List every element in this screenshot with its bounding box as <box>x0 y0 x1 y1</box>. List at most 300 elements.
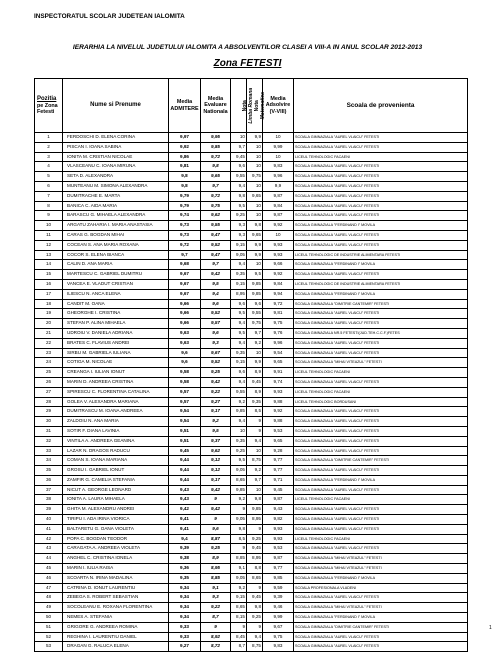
cell-media-admitere: 9,72 <box>169 240 201 250</box>
cell-media-evaluare: 8,9 <box>201 554 231 564</box>
cell-nota-matematica: 8,5 <box>247 407 263 417</box>
cell-nota-romana: 9 <box>231 505 247 515</box>
cell-nota-romana: 8,7 <box>231 642 247 652</box>
cell-media-absolvire: 9,93 <box>263 240 294 250</box>
cell-media-absolvire: 9,93 <box>263 250 294 260</box>
cell-media-evaluare: 9,25 <box>201 544 231 554</box>
cell-name: MARIN I. IULIA RAISA <box>63 564 169 574</box>
cell-position: 47 <box>35 583 63 593</box>
table-row <box>35 564 468 574</box>
cell-name: COTIGA M. NICOLAE <box>63 358 169 368</box>
cell-name: COMAN S. IOANA MARIANA <box>63 456 169 466</box>
table-row <box>35 534 468 544</box>
cell-media-admitere: 9,74 <box>169 211 201 221</box>
cell-media-admitere: 9,97 <box>169 133 201 143</box>
cell-media-admitere: 9,66 <box>169 299 201 309</box>
cell-nota-romana: 9,8 <box>231 191 247 201</box>
cell-nota-romana: 9,4 <box>231 338 247 348</box>
table-row <box>35 583 468 593</box>
cell-position: 10 <box>35 221 63 231</box>
cell-media-absolvire: 9,84 <box>263 279 294 289</box>
cell-school: SCOALA GIMNAZIALA "AUREL VLAICU" FETESTI <box>294 466 468 476</box>
cell-name: DUMITRASCU M. IOANA ANDREEA <box>63 407 169 417</box>
cell-nota-romana: 9,6 <box>231 162 247 172</box>
table-row <box>35 485 468 495</box>
cell-school: LICEUL TEHNOLOGIC BORDUSANI <box>294 397 468 407</box>
cell-name: DUMITRACHE E. MARTA <box>63 191 169 201</box>
cell-name: ANGHEL C. CRISTINA IONELA <box>63 554 169 564</box>
cell-name: GHITA M. ALEXANDRU ANDREI <box>63 505 169 515</box>
table-row <box>35 162 468 172</box>
table-row <box>35 221 468 231</box>
cell-school: SCOALA PROFESIONALA VLADENI <box>294 583 468 593</box>
cell-name: COCOR S. ELENA BIANCA <box>63 250 169 260</box>
cell-school: SCOALA GIMNAZIALA "AUREL VLAICU" FETESTI <box>294 181 468 191</box>
cell-media-evaluare: 9,85 <box>201 142 231 152</box>
cell-media-evaluare: 9,67 <box>201 348 231 358</box>
table-row <box>35 368 468 378</box>
col-header-school: Scoala de provenienta <box>294 79 468 133</box>
cell-nota-matematica: 9,85 <box>247 279 263 289</box>
cell-media-admitere: 9,42 <box>169 505 201 515</box>
cell-media-admitere: 9,39 <box>169 544 201 554</box>
cell-media-admitere: 9,41 <box>169 515 201 525</box>
cell-media-absolvire: 9,71 <box>263 475 294 485</box>
table-row <box>35 201 468 211</box>
cell-school: SCOALA GIMNAZIALA "AUREL VLAICU" FETESTI <box>294 632 468 642</box>
cell-media-admitere: 9,63 <box>169 338 201 348</box>
cell-media-admitere: 9,57 <box>169 397 201 407</box>
cell-media-absolvire: 9,92 <box>263 407 294 417</box>
cell-media-admitere: 9,86 <box>169 152 201 162</box>
cell-media-evaluare: 9,12 <box>201 466 231 476</box>
cell-position: 14 <box>35 260 63 270</box>
cell-media-absolvire: 9,66 <box>263 260 294 270</box>
cell-media-absolvire: 9,93 <box>263 524 294 534</box>
cell-media-admitere: 9,34 <box>169 583 201 593</box>
cell-nota-romana: 9,05 <box>231 466 247 476</box>
cell-media-absolvire: 9,75 <box>263 632 294 642</box>
cell-name: CATRINA D. IONUT LAURENTIU <box>63 583 169 593</box>
cell-nota-matematica: 9,9 <box>247 240 263 250</box>
cell-nota-matematica: 9,5 <box>247 270 263 280</box>
cell-nota-romana: 10 <box>231 133 247 143</box>
cell-nota-matematica: 9,8 <box>247 495 263 505</box>
cell-nota-romana: 9,25 <box>231 211 247 221</box>
table-row <box>35 142 468 152</box>
cell-name: NEMES A. STEFANIA <box>63 613 169 623</box>
table-row <box>35 426 468 436</box>
cell-media-absolvire: 9,83 <box>263 642 294 652</box>
cell-media-admitere: 9,6 <box>169 348 201 358</box>
table-row <box>35 495 468 505</box>
cell-nota-romana: 8,45 <box>231 632 247 642</box>
table-row <box>35 250 468 260</box>
cell-name: ARGATU ZAHARIA I. MARIA ANASTASIA <box>63 221 169 231</box>
cell-media-absolvire: 9,87 <box>263 191 294 201</box>
cell-media-absolvire: 9,96 <box>263 338 294 348</box>
cell-media-admitere: 9,34 <box>169 613 201 623</box>
cell-position: 49 <box>35 603 63 613</box>
cell-name: COCEAN S. ANA MARIA ROXANA <box>63 240 169 250</box>
table-row <box>35 642 468 652</box>
cell-media-admitere: 9,6 <box>169 358 201 368</box>
cell-school: SCOALA GIMNAZIALA "AUREL VLAICU" FETESTI <box>294 338 468 348</box>
cell-media-absolvire: 9,54 <box>263 348 294 358</box>
cell-position: 12 <box>35 240 63 250</box>
cell-nota-romana: 9,2 <box>231 397 247 407</box>
table-row <box>35 358 468 368</box>
cell-media-admitere: 9,92 <box>169 142 201 152</box>
cell-position: 26 <box>35 377 63 387</box>
cell-media-evaluare: 9 <box>201 622 231 632</box>
cell-media-absolvire: 10 <box>263 230 294 240</box>
cell-nota-romana: 9,4 <box>231 417 247 427</box>
cell-media-admitere: 9,35 <box>169 573 201 583</box>
table-row <box>35 554 468 564</box>
cell-school: SCOALA GIMNAZIALA "AUREL VLAICU" FETESTI <box>294 309 468 319</box>
cell-media-evaluare: 9,22 <box>201 387 231 397</box>
cell-media-absolvire: 9,28 <box>263 446 294 456</box>
cell-position: 36 <box>35 475 63 485</box>
cell-media-evaluare: 8,95 <box>201 564 231 574</box>
cell-media-evaluare: 9,27 <box>201 397 231 407</box>
cell-name: FERDOSCHI D. ELENA CORINA <box>63 133 169 143</box>
cell-media-admitere: 9,4 <box>169 534 201 544</box>
cell-school: LICEUL TEHNOLOGIC FACAENI <box>294 368 468 378</box>
cell-position: 2 <box>35 142 63 152</box>
cell-nota-romana: 9,6 <box>231 368 247 378</box>
cell-media-evaluare: 9,4 <box>201 289 231 299</box>
cell-nota-matematica: 8,8 <box>247 564 263 574</box>
cell-nota-matematica: 10 <box>247 152 263 162</box>
cell-name: GROSU I. GABRIEL IONUT <box>63 466 169 476</box>
cell-media-admitere: 9,51 <box>169 436 201 446</box>
cell-nota-matematica: 9,6 <box>247 299 263 309</box>
cell-media-absolvire: 9,53 <box>263 426 294 436</box>
cell-school: SCOALA GIMNAZIALA "FERDINAND I" MOVILA <box>294 613 468 623</box>
cell-media-admitere: 9,57 <box>169 387 201 397</box>
table-row <box>35 348 468 358</box>
cell-media-absolvire: 9,88 <box>263 397 294 407</box>
cell-nota-matematica: 9,75 <box>247 319 263 329</box>
cell-media-absolvire: 9,93 <box>263 387 294 397</box>
cell-nota-matematica: 9,75 <box>247 172 263 182</box>
cell-media-admitere: 9,81 <box>169 162 201 172</box>
cell-nota-matematica: 9,25 <box>247 534 263 544</box>
cell-media-absolvire: 9,87 <box>263 554 294 564</box>
cell-nota-romana: 9,4 <box>231 319 247 329</box>
table-row <box>35 573 468 583</box>
table-row <box>35 632 468 642</box>
cell-school: SCOALA GIMNAZIALA "MIHAI VITEAZUL" FETESTI <box>294 554 468 564</box>
cell-position: 15 <box>35 270 63 280</box>
table-row <box>35 133 468 143</box>
cell-nota-romana: 9,05 <box>231 250 247 260</box>
cell-name: REGHINA I. LAURENTIU DANIEL <box>63 632 169 642</box>
cell-nota-romana: 9,85 <box>231 485 247 495</box>
cell-nota-matematica: 9,55 <box>247 309 263 319</box>
cell-media-evaluare: 9,22 <box>201 603 231 613</box>
cell-nota-matematica: 9 <box>247 417 263 427</box>
cell-media-absolvire: 9,93 <box>263 534 294 544</box>
table-row <box>35 505 468 515</box>
cell-media-absolvire: 9,82 <box>263 515 294 525</box>
cell-media-evaluare: 8,72 <box>201 642 231 652</box>
cell-media-admitere: 9,73 <box>169 230 201 240</box>
cell-media-admitere: 9,44 <box>169 475 201 485</box>
cell-name: BRATES C. FLAVIUS ANDREI <box>63 338 169 348</box>
cell-media-absolvire: 10 <box>263 133 294 143</box>
cell-media-admitere: 9,66 <box>169 319 201 329</box>
cell-media-admitere: 9,33 <box>169 632 201 642</box>
cell-nota-matematica: 8,65 <box>247 573 263 583</box>
cell-media-evaluare: 9,55 <box>201 221 231 231</box>
cell-name: BALTARETU G. OANA VIOLETA <box>63 524 169 534</box>
cell-position: 21 <box>35 328 63 338</box>
cell-media-absolvire: 9,99 <box>263 613 294 623</box>
table-row <box>35 407 468 417</box>
cell-media-evaluare: 9 <box>201 515 231 525</box>
cell-media-evaluare: 9,6 <box>201 328 231 338</box>
cell-media-admitere: 9,51 <box>169 426 201 436</box>
cell-position: 42 <box>35 534 63 544</box>
table-row <box>35 230 468 240</box>
table-row <box>35 181 468 191</box>
cell-media-evaluare: 9 <box>201 495 231 505</box>
cell-school: SCOALA GIMNAZIALA "AUREL VLAICU" FETESTI <box>294 377 468 387</box>
cell-media-absolvire: 9,77 <box>263 564 294 574</box>
table-row <box>35 515 468 525</box>
cell-media-absolvire: 9,87 <box>263 211 294 221</box>
cell-position: 41 <box>35 524 63 534</box>
cell-name: IONITA M. CRISTIAN NICOLAE <box>63 152 169 162</box>
cell-nota-matematica: 9 <box>247 426 263 436</box>
cell-nota-romana: 9,4 <box>231 377 247 387</box>
cell-media-absolvire: 9,91 <box>263 368 294 378</box>
cell-media-evaluare: 8,7 <box>201 613 231 623</box>
cell-position: 34 <box>35 456 63 466</box>
cell-nota-matematica: 10 <box>247 446 263 456</box>
cell-position: 1 <box>35 133 63 143</box>
cell-position: 3 <box>35 152 63 162</box>
cell-name: VLASCEANU C. IOANA MIRUNA <box>63 162 169 172</box>
cell-nota-romana: 9,45 <box>231 152 247 162</box>
cell-nota-matematica: 10 <box>247 485 263 495</box>
cell-media-admitere: 9,7 <box>169 250 201 260</box>
cell-media-admitere: 9,67 <box>169 270 201 280</box>
cell-school: SCOALA GIMNAZIALA "AUREL VLAICU" FETESTI <box>294 348 468 358</box>
cell-media-evaluare: 9,42 <box>201 270 231 280</box>
cell-position: 25 <box>35 368 63 378</box>
table-row <box>35 152 468 162</box>
cell-media-evaluare: 9,42 <box>201 505 231 515</box>
cell-name: TIRIPU I. ADA IRINA VIORICA <box>63 515 169 525</box>
cell-media-evaluare: 9,25 <box>201 368 231 378</box>
cell-name: SETA D. ALEXANDRA <box>63 172 169 182</box>
cell-school: SCOALA GIMNAZIALA "AUREL VLAICU" FETESTI <box>294 407 468 417</box>
cell-name: MARTESCU C. GABRIEL DUMITRU <box>63 270 169 280</box>
cell-media-admitere: 9,34 <box>169 603 201 613</box>
cell-school: SCOALA GIMNAZIALA "AUREL VLAICU" FETESTI <box>294 515 468 525</box>
cell-media-absolvire: 9,67 <box>263 622 294 632</box>
cell-media-absolvire: 9,39 <box>263 593 294 603</box>
cell-position: 13 <box>35 250 63 260</box>
cell-media-absolvire: 10 <box>263 152 294 162</box>
cell-nota-matematica: 10 <box>247 162 263 172</box>
cell-name: GRIGORE G. ANDREEA ROMINA <box>63 622 169 632</box>
cell-position: 45 <box>35 564 63 574</box>
cell-media-evaluare: 9,42 <box>201 485 231 495</box>
cell-school: SCOALA GIMNAZIALA NR.5 FETESTI(JUD.TEH.C.C.F.)FETES <box>294 328 468 338</box>
cell-media-admitere: 9,44 <box>169 466 201 476</box>
cell-media-evaluare: 9,75 <box>201 201 231 211</box>
cell-media-admitere: 9,44 <box>169 456 201 466</box>
cell-position: 33 <box>35 446 63 456</box>
cell-media-absolvire: 9,46 <box>263 603 294 613</box>
cell-media-absolvire: 9,75 <box>263 319 294 329</box>
cell-nota-romana: 9,05 <box>231 515 247 525</box>
cell-media-absolvire: 9,92 <box>263 270 294 280</box>
table-row <box>35 387 468 397</box>
cell-school: SCOALA GIMNAZIALA "AUREL VLAICU" FETESTI <box>294 642 468 652</box>
table-row <box>35 328 468 338</box>
col-header-matematica: Nota Matematica <box>247 79 263 133</box>
cell-nota-matematica: 8,75 <box>247 456 263 466</box>
table-row <box>35 299 468 309</box>
cell-media-absolvire: 9,84 <box>263 201 294 211</box>
cell-school: SCOALA GIMNAZIALA "AUREL VLAICU" FETESTI <box>294 133 468 143</box>
cell-media-evaluare: 9,72 <box>201 191 231 201</box>
cell-media-admitere: 9,63 <box>169 328 201 338</box>
cell-nota-romana: 9,8 <box>231 524 247 534</box>
cell-name: MUNTEANU M. SIMONA ALEXANDRA <box>63 181 169 191</box>
cell-position: 39 <box>35 505 63 515</box>
cell-school: SCOALA GIMNAZIALA "AUREL VLAICU" FETESTI <box>294 270 468 280</box>
table-row <box>35 270 468 280</box>
cell-media-absolvire: 9,59 <box>263 583 294 593</box>
cell-media-admitere: 9,8 <box>169 172 201 182</box>
table-row <box>35 622 468 632</box>
cell-nota-matematica: 8,95 <box>247 554 263 564</box>
cell-nota-matematica: 8,75 <box>247 642 263 652</box>
cell-school: SCOALA GIMNAZIALA "AUREL VLAICU" FETESTI <box>294 446 468 456</box>
table-row <box>35 466 468 476</box>
table-row <box>35 377 468 387</box>
cell-name: SOCOLEANU E. ROXANA FLORENTINA <box>63 603 169 613</box>
cell-media-admitere: 9,54 <box>169 417 201 427</box>
cell-media-evaluare: 9,95 <box>201 133 231 143</box>
cell-school: SCOALA GIMNAZIALA "AUREL VLAICU" FETESTI <box>294 505 468 515</box>
cell-position: 4 <box>35 162 63 172</box>
cell-position: 24 <box>35 358 63 368</box>
cell-school: SCOALA GIMNAZIALA "DIMITRIE CANTEMIR" FETESTI <box>294 456 468 466</box>
cell-media-admitere: 9,34 <box>169 593 201 603</box>
cell-media-evaluare: 9,65 <box>201 172 231 182</box>
cell-name: GOLEA V. ALEXANDRA MARIANA <box>63 397 169 407</box>
cell-nota-romana: 9 <box>231 544 247 554</box>
cell-school: SCOALA GIMNAZIALA "AUREL VLAICU" FETESTI <box>294 172 468 182</box>
table-row <box>35 524 468 534</box>
cell-school: SCOALA GIMNAZIALA "FERDINAND I" MOVILA <box>294 573 468 583</box>
cell-school: LICEUL TEHNOLOGIC FACAENI <box>294 495 468 505</box>
cell-school: SCOALA GIMNAZIALA "AUREL VLAICU" FETESTI <box>294 436 468 446</box>
cell-nota-matematica: 9,8 <box>247 603 263 613</box>
cell-nota-matematica: 9,25 <box>247 613 263 623</box>
cell-nota-matematica: 9,85 <box>247 289 263 299</box>
col-header-name: Nume si Prenume <box>63 79 169 133</box>
cell-name: UDROIU V. DANIELA ADRIANA <box>63 328 169 338</box>
cell-school: SCOALA GIMNAZIALA "MIHAI VITEAZUL" FETESTI <box>294 603 468 613</box>
zone-title: Zona FETESTI <box>213 58 282 69</box>
cell-nota-matematica: 10 <box>247 201 263 211</box>
cell-position: 6 <box>35 181 63 191</box>
table-row <box>35 456 468 466</box>
document-title: IERARHIA LA NIVELUL JUDETULUI IALOMITA A ABSOLVENTILOR CLASEI A VIII-A IN ANUL SCOLAR 2012-2013 <box>72 44 423 51</box>
cell-position: 35 <box>35 466 63 476</box>
cell-position: 18 <box>35 299 63 309</box>
table-row <box>35 240 468 250</box>
cell-name: ILIESCU N. ANCA ELENA <box>63 289 169 299</box>
table-row <box>35 417 468 427</box>
cell-nota-romana: 9,55 <box>231 387 247 397</box>
cell-media-absolvire: 9,43 <box>263 505 294 515</box>
cell-position: 29 <box>35 407 63 417</box>
col-header-evaluare: Media Evaluare Nationala <box>201 79 231 133</box>
inspectorate-name: INSPECTORATUL SCOLAR JUDETEAN IALOMITA <box>34 13 185 20</box>
cell-media-evaluare: 9,47 <box>201 250 231 260</box>
cell-name: BARASCU G. MIHAELA ALEXANDRA <box>63 211 169 221</box>
cell-media-absolvire: 9,83 <box>263 162 294 172</box>
cell-media-evaluare: 9,17 <box>201 475 231 485</box>
cell-name: CALIN D. ANA MARIA <box>63 260 169 270</box>
cell-name: ZAMFIR G. CAMELIA STEFANIA <box>63 475 169 485</box>
cell-nota-romana: 9,5 <box>231 328 247 338</box>
cell-nota-romana: 9,4 <box>231 181 247 191</box>
table-row <box>35 338 468 348</box>
cell-school: SCOALA GIMNAZIALA "AUREL VLAICU" FETESTI <box>294 485 468 495</box>
cell-media-evaluare: 9,62 <box>201 446 231 456</box>
cell-nota-matematica: 9,2 <box>247 338 263 348</box>
cell-school: LICEUL TEHNOLOGIC DE INDUSTRIE ALIMENTARA FETESTI <box>294 279 468 289</box>
table-row <box>35 319 468 329</box>
cell-school: SCOALA GIMNAZIALA "DIMITRIE CANTEMIR" FETESTI <box>294 622 468 632</box>
cell-position: 37 <box>35 485 63 495</box>
table-row <box>35 436 468 446</box>
cell-media-absolvire: 9,85 <box>263 573 294 583</box>
page-number: 1 <box>489 625 492 631</box>
cell-nota-matematica: 10 <box>247 181 263 191</box>
cell-media-evaluare: 9,12 <box>201 456 231 466</box>
cell-school: SCOALA GIMNAZIALA "AUREL VLAICU" FETESTI <box>294 191 468 201</box>
cell-media-admitere: 9,54 <box>169 407 201 417</box>
cell-nota-matematica: 9,65 <box>247 230 263 240</box>
cell-school: LICEUL TEHNOLOGIC DE INDUSTRIE ALIMENTARA FETESTI <box>294 250 468 260</box>
cell-nota-romana: 9,35 <box>231 436 247 446</box>
col-header-romana: Nota Limba Romana <box>231 79 247 133</box>
cell-nota-romana: 8,95 <box>231 289 247 299</box>
cell-name: GHEORGHE I. CRISTINA <box>63 309 169 319</box>
cell-nota-matematica: 9,4 <box>247 632 263 642</box>
cell-nota-romana: 8,5 <box>231 534 247 544</box>
cell-media-admitere: 9,79 <box>169 191 201 201</box>
cell-name: VANCEA E. VLADUT CRISTIAN <box>63 279 169 289</box>
cell-media-absolvire: 9,77 <box>263 466 294 476</box>
cell-position: 23 <box>35 348 63 358</box>
cell-nota-matematica: 9,7 <box>247 475 263 485</box>
cell-media-evaluare: 9,62 <box>201 211 231 221</box>
cell-school: SCOALA GIMNAZIALA "AUREL VLAICU" FETESTI <box>294 142 468 152</box>
